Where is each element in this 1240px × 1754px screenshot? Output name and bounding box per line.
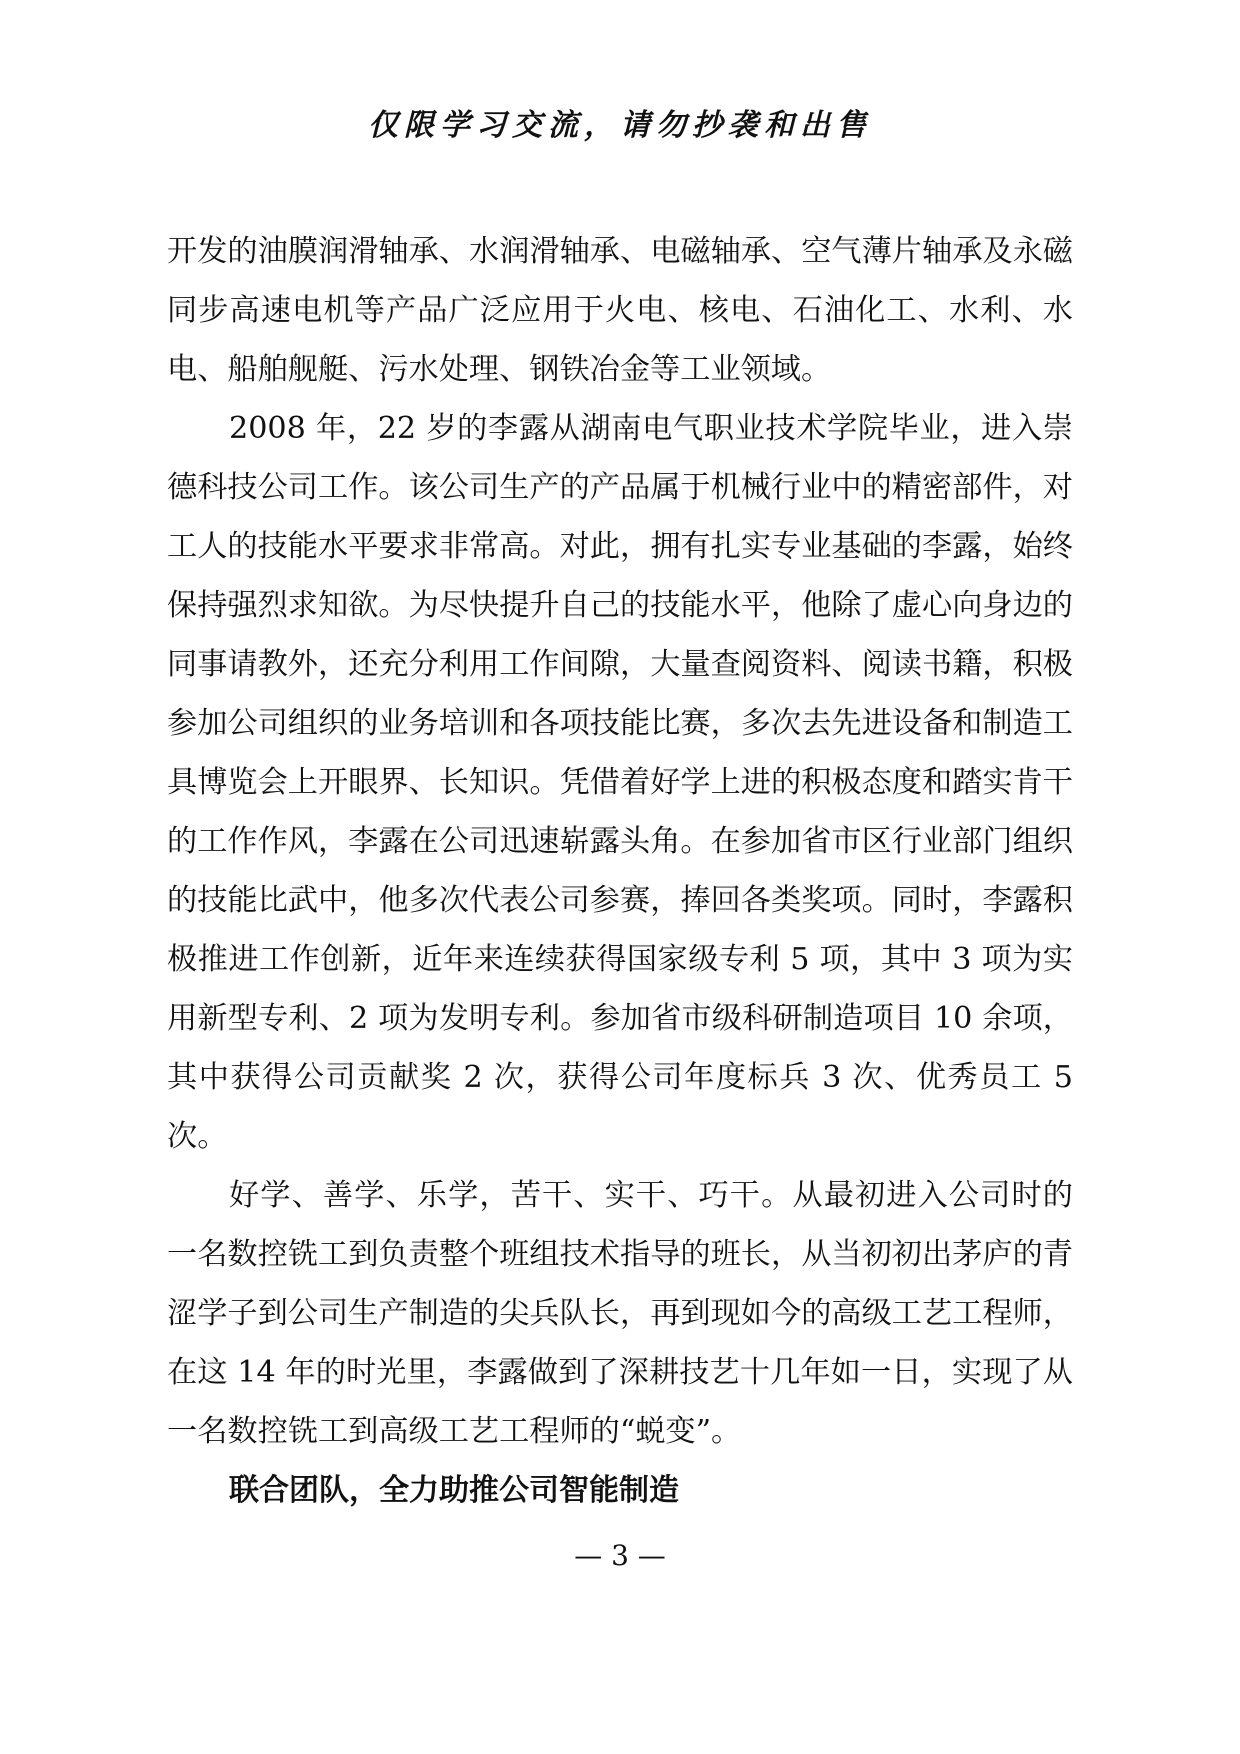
document-body <box>167 222 1073 1520</box>
page-number: — 3 — <box>574 1539 666 1572</box>
section-heading: 联合团队，全力助推公司智能制造 <box>229 1473 679 1508</box>
page-header-notice: 仅限学习交流，请勿抄袭和出售 <box>368 108 872 143</box>
paragraph-career-start: 2008 年，22 岁的李露从湖南电气职业技术学院毕业，进入崇德科技公司工作。该公司生产的产品属于机械行业中的精密部件，对工人的技能水平要求非常高。对此，拥有扎实专业基础的李露，始终保持强烈求知欲。为尽快提升自己的技能水平，他除了虚心向身边的同事请教外，还充分利用工作间隙，大量查阅资料、阅读书籍，积极参加公司组织的业务培训和各项技能比赛，多次去先进设备和制造工具博览会上开眼界、长知识。凭借着好学上进的积极态度和踏实肯干的工作作风，李露在公司迅速崭露头角。在参加省市区行业部门组织的技能比武中，他多次代表公司参赛，捧回各类奖项。同时，李露积极推进工作创新，近年来连续获得国家级专利 5 项，其中 3 项为实用新型专利、2 项为发明专利。参加省市级科研制造项目 10 余项，其中获得公司贡献奖 2 次，获得公司年度标兵 3 次、优秀员工 5 次。 <box>167 411 1073 1154</box>
paragraph-continuation: 开发的油膜润滑轴承、水润滑轴承、电磁轴承、空气薄片轴承及永磁同步高速电机等产品广泛应用于火电、核电、石油化工、水利、水电、船舶舰艇、污水处理、钢铁冶金等工业领域。 <box>167 234 1073 387</box>
paragraph-transformation: 好学、善学、乐学，苦干、实干、巧干。从最初进入公司时的一名数控铣工到负责整个班组技术指导的班长，从当初初出茅庐的青涩学子到公司生产制造的尖兵队长，再到现如今的高级工艺工程师，在这 14 年的时光里，李露做到了深耕技艺十几年如一日，实现了从一名数控铣工到高级工艺工程师的“蜕变”。 <box>167 1178 1073 1449</box>
